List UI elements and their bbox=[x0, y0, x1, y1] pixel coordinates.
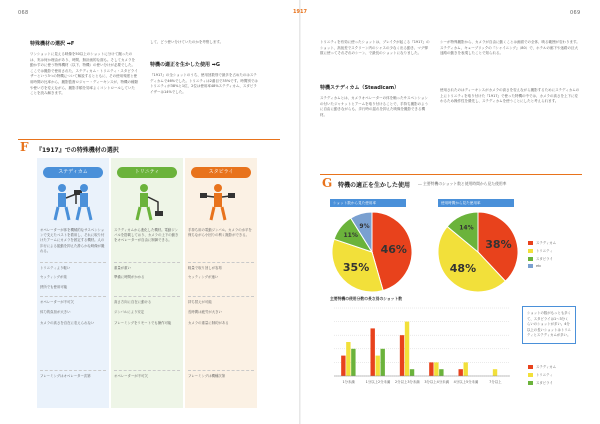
row-steadicam-5: 体力的負担が大きい bbox=[40, 310, 71, 314]
bar-category-label: 3分以上4分未満 bbox=[424, 380, 450, 384]
section-g-title: 特機の適正を生かした使用 bbox=[338, 182, 411, 189]
row-trinity-3: 高さ方向に自在に動ける bbox=[114, 296, 180, 305]
row-stabilizer-3: 持ち替えが可能 bbox=[188, 296, 254, 305]
legend-swatch bbox=[528, 373, 533, 377]
row-trinity-2: 準備に時間がかかる bbox=[114, 275, 145, 279]
legend-swatch bbox=[528, 241, 533, 245]
pie-chart-shots bbox=[330, 210, 414, 294]
bar-category-label: 2分以上3分未満 bbox=[394, 380, 420, 384]
bar-legend-trinity bbox=[528, 372, 553, 377]
row-stabilizer-1: 軽量で取り回しが容易 bbox=[188, 262, 254, 271]
row-steadicam-7: フレーミングはオペレーター次第 bbox=[40, 370, 106, 379]
row-steadicam-1: トリニティより軽い bbox=[40, 262, 106, 271]
pie-label-2: 14% bbox=[459, 224, 474, 232]
pill-trinity: トリニティ bbox=[117, 167, 177, 178]
trinity-operator-icon bbox=[122, 182, 172, 222]
bar-0-2 bbox=[351, 349, 355, 376]
stabilizer-operator-icon bbox=[196, 182, 246, 222]
col2-heading: 特機の適正を生かした使用 ➡G bbox=[150, 62, 221, 68]
col2-text-a: して、どう使い分けていたのかを考察します。 bbox=[150, 40, 224, 44]
legend-label: スタビライ bbox=[536, 257, 553, 261]
legend-label: スタビライ bbox=[536, 381, 553, 385]
row-trinity-6: オペレーターが不可欠 bbox=[114, 370, 180, 379]
col1-heading: 特殊機材の選択 ➡F bbox=[30, 41, 75, 47]
steadicam-operator-icon bbox=[48, 182, 98, 222]
pie-label-0: 46% bbox=[380, 242, 407, 256]
bar-category-label: 1分以上2分未満 bbox=[365, 380, 391, 384]
bar-3-1 bbox=[434, 362, 438, 376]
col2-text-b: 『1917』の全ショットのうち、使用回数別で最多を占めたのはステディカムで46%でした。トリニティは2番目で35%です。時間別ではトリニティが38%と1位、2位は使用率48%ステディカム、スタビライザーは14%でした。 bbox=[150, 73, 258, 94]
bar-3-0 bbox=[429, 362, 433, 376]
section-f-title: 『1917』での特殊機材の選択 bbox=[36, 147, 119, 154]
row-trinity-4: ジンバルにより安定 bbox=[114, 310, 145, 314]
bar-chart-durations bbox=[326, 304, 516, 404]
brand-mark: 1917 bbox=[293, 9, 307, 15]
row-stabilizer-2: セッティングが速い bbox=[188, 275, 219, 279]
bar-legend-stabilizer bbox=[528, 380, 553, 385]
pie-label-3: 9% bbox=[359, 222, 370, 230]
pie-label-1: 48% bbox=[449, 262, 477, 276]
desc-steadicam: オペレーターが体を機械的なサスペンションで支えたベストを着用し、それに取り付けたアームにカメラを固定する機材。人の歩行による振動を抑えた滑らかな映像が撮れる。 bbox=[40, 228, 105, 253]
legend-label: ステディカム bbox=[536, 365, 557, 369]
pie-legend-steadicam bbox=[528, 240, 556, 245]
pill-steadicam: ステディカム bbox=[43, 167, 103, 178]
row-steadicam-4: オペレーターが不可欠 bbox=[40, 296, 106, 305]
pie-legend-stabilizer bbox=[528, 256, 553, 261]
right-col1-text: トリニティを有効に使ったショットは、ブレイクが起こる『1917』のショット、高低差でスクリーン内のシャスの少なく出る動き、マグ弾数に使ってそれぞれのシーン、で最長のショットになりました。 bbox=[320, 40, 430, 56]
pie-legend-trinity bbox=[528, 248, 553, 253]
pie-label-1: 35% bbox=[342, 261, 370, 275]
right-col1-heading: 特機ステディカム（Steadicam） bbox=[320, 85, 400, 91]
bar-category-label: 1分未満 bbox=[342, 380, 355, 384]
pill-stabilizer: スタビライ bbox=[191, 167, 251, 178]
row-steadicam-6: カメラの高さを自在に変えられない bbox=[40, 321, 95, 325]
bar-4-0 bbox=[459, 369, 463, 376]
section-g-letter: G bbox=[322, 176, 333, 190]
section-f-letter: F bbox=[20, 140, 29, 154]
legend-label: トリニティ bbox=[536, 249, 553, 253]
legend-label: トリニティ bbox=[536, 373, 553, 377]
row-stabilizer-5: カメラの重量に制約がある bbox=[188, 321, 229, 325]
section-g-rule bbox=[320, 174, 582, 175]
bar-category-label: 4分以上5分未満 bbox=[453, 380, 479, 384]
right-page bbox=[300, 0, 600, 424]
pie-chart-time bbox=[436, 210, 520, 294]
bar-2-1 bbox=[405, 322, 409, 376]
right-col1-text-b: ステディカムとは、カメラオペレーターの体を軸ったサスペンションの付いたジャケットとアームを取り付けることで、手持ち撮影のように自由に動きながらも、歩行時の揺れを抑えた映像を撮影できる機材。 bbox=[320, 96, 429, 117]
bar-0-1 bbox=[346, 342, 350, 376]
bar-chart-note: ショットの数がもっとも多くて、スタビライは1〜3分くらいのショットが多い。4分以上の長いショットはトリニティとステディカムが多い。 bbox=[522, 306, 576, 344]
desc-stabilizer: 手持ち用の電動ジンバル。カメラの水平を保ちながら小回りの利く撮影ができる。 bbox=[188, 228, 252, 238]
row-stabilizer-4: 長時間は疲労が大きい bbox=[188, 310, 222, 314]
bar-category-label: 7分以上 bbox=[489, 380, 502, 384]
legend-swatch bbox=[528, 264, 533, 268]
bar-1-1 bbox=[376, 356, 380, 376]
bar-0-0 bbox=[341, 356, 345, 376]
section-f-rule bbox=[18, 139, 280, 140]
bar-1-0 bbox=[371, 328, 375, 376]
bar-5-1 bbox=[493, 369, 497, 376]
row-steadicam-3: 狭所でも使用可能 bbox=[40, 285, 68, 289]
section-g-subtitle: ― 主要特機のショット数と使用時間から見た使用率 bbox=[418, 181, 507, 186]
legend-swatch bbox=[528, 257, 533, 261]
bar-2-0 bbox=[400, 335, 404, 376]
legend-swatch bbox=[528, 381, 533, 385]
right-col2-text-b: 使用されたのはディーキンスがカメラの高さを変えながら撮影するためにステディカムの上にトリニティを取り付けた『1917』で使った特機の中では、カメラの高さを上下に変わるため操作性を優先し、ステディカムを使うことにしたと考えられます。 bbox=[440, 88, 580, 104]
legend-swatch bbox=[528, 249, 533, 253]
row-steadicam-2: セッティングが楽 bbox=[40, 275, 67, 279]
bar-4-1 bbox=[464, 362, 468, 376]
bar-1-2 bbox=[381, 349, 385, 376]
bar-chart-title: 主要特機の使用分数の長さ別のショット数 bbox=[330, 296, 403, 301]
pie1-title: ショット数から見た使用率 bbox=[330, 199, 406, 207]
row-trinity-1: 重量が重い bbox=[114, 262, 180, 271]
bar-legend-steadicam bbox=[528, 364, 556, 369]
legend-label: ステディカム bbox=[536, 241, 557, 245]
pie2-title: 使用時間から見た使用率 bbox=[438, 199, 514, 207]
page-number-left: 068 bbox=[18, 10, 29, 16]
row-trinity-5: フレーミングをリモートでも操作可能 bbox=[114, 321, 172, 325]
bar-2-2 bbox=[410, 369, 414, 376]
page-number-right: 069 bbox=[570, 10, 581, 16]
pie-label-2: 11% bbox=[343, 232, 358, 240]
desc-trinity: ステディカムから進化した機材。電動ジンバルを搭載しており、カメラの上下の動きをオペレーターが自由に制御できる。 bbox=[114, 228, 179, 243]
legend-swatch bbox=[528, 365, 533, 369]
legend-label: etc bbox=[536, 264, 542, 268]
row-stabilizer-6: フレーミングは機種次第 bbox=[188, 370, 254, 379]
pie-label-0: 38% bbox=[485, 237, 512, 251]
bar-3-2 bbox=[439, 369, 443, 376]
col1-text: ワンショットに見える映像を50以上のショットに分けて撮ったのは、実は何か理由があり、時間、無計画的な面も。そしてカメラを動かすのに使う特殊機材（以下、特機）の使い分けが必要でした。ここでは撮影で使用された、ステディカム・トリニティ・スタビライザーという3つの特機について解説するとともに、その使用頻度と使用時間の比率から、撮影監督ロジャー・ディーキンスが、特機の種類や使い方を変えながら、撮影手順を効率よくコントロールしていたことを読み解きます。 bbox=[30, 52, 138, 96]
pie-legend-etc bbox=[528, 264, 541, 268]
right-col2-text: シーが特殊撮影から、カメラが自由に動くことは画面での全体、映る範囲が変わります。ステディカム、キューブリックの『シャイニング』（80）で、ホテルの廊下や迷路の巨大迷路の動きを表現したことで知られる。 bbox=[440, 40, 580, 56]
